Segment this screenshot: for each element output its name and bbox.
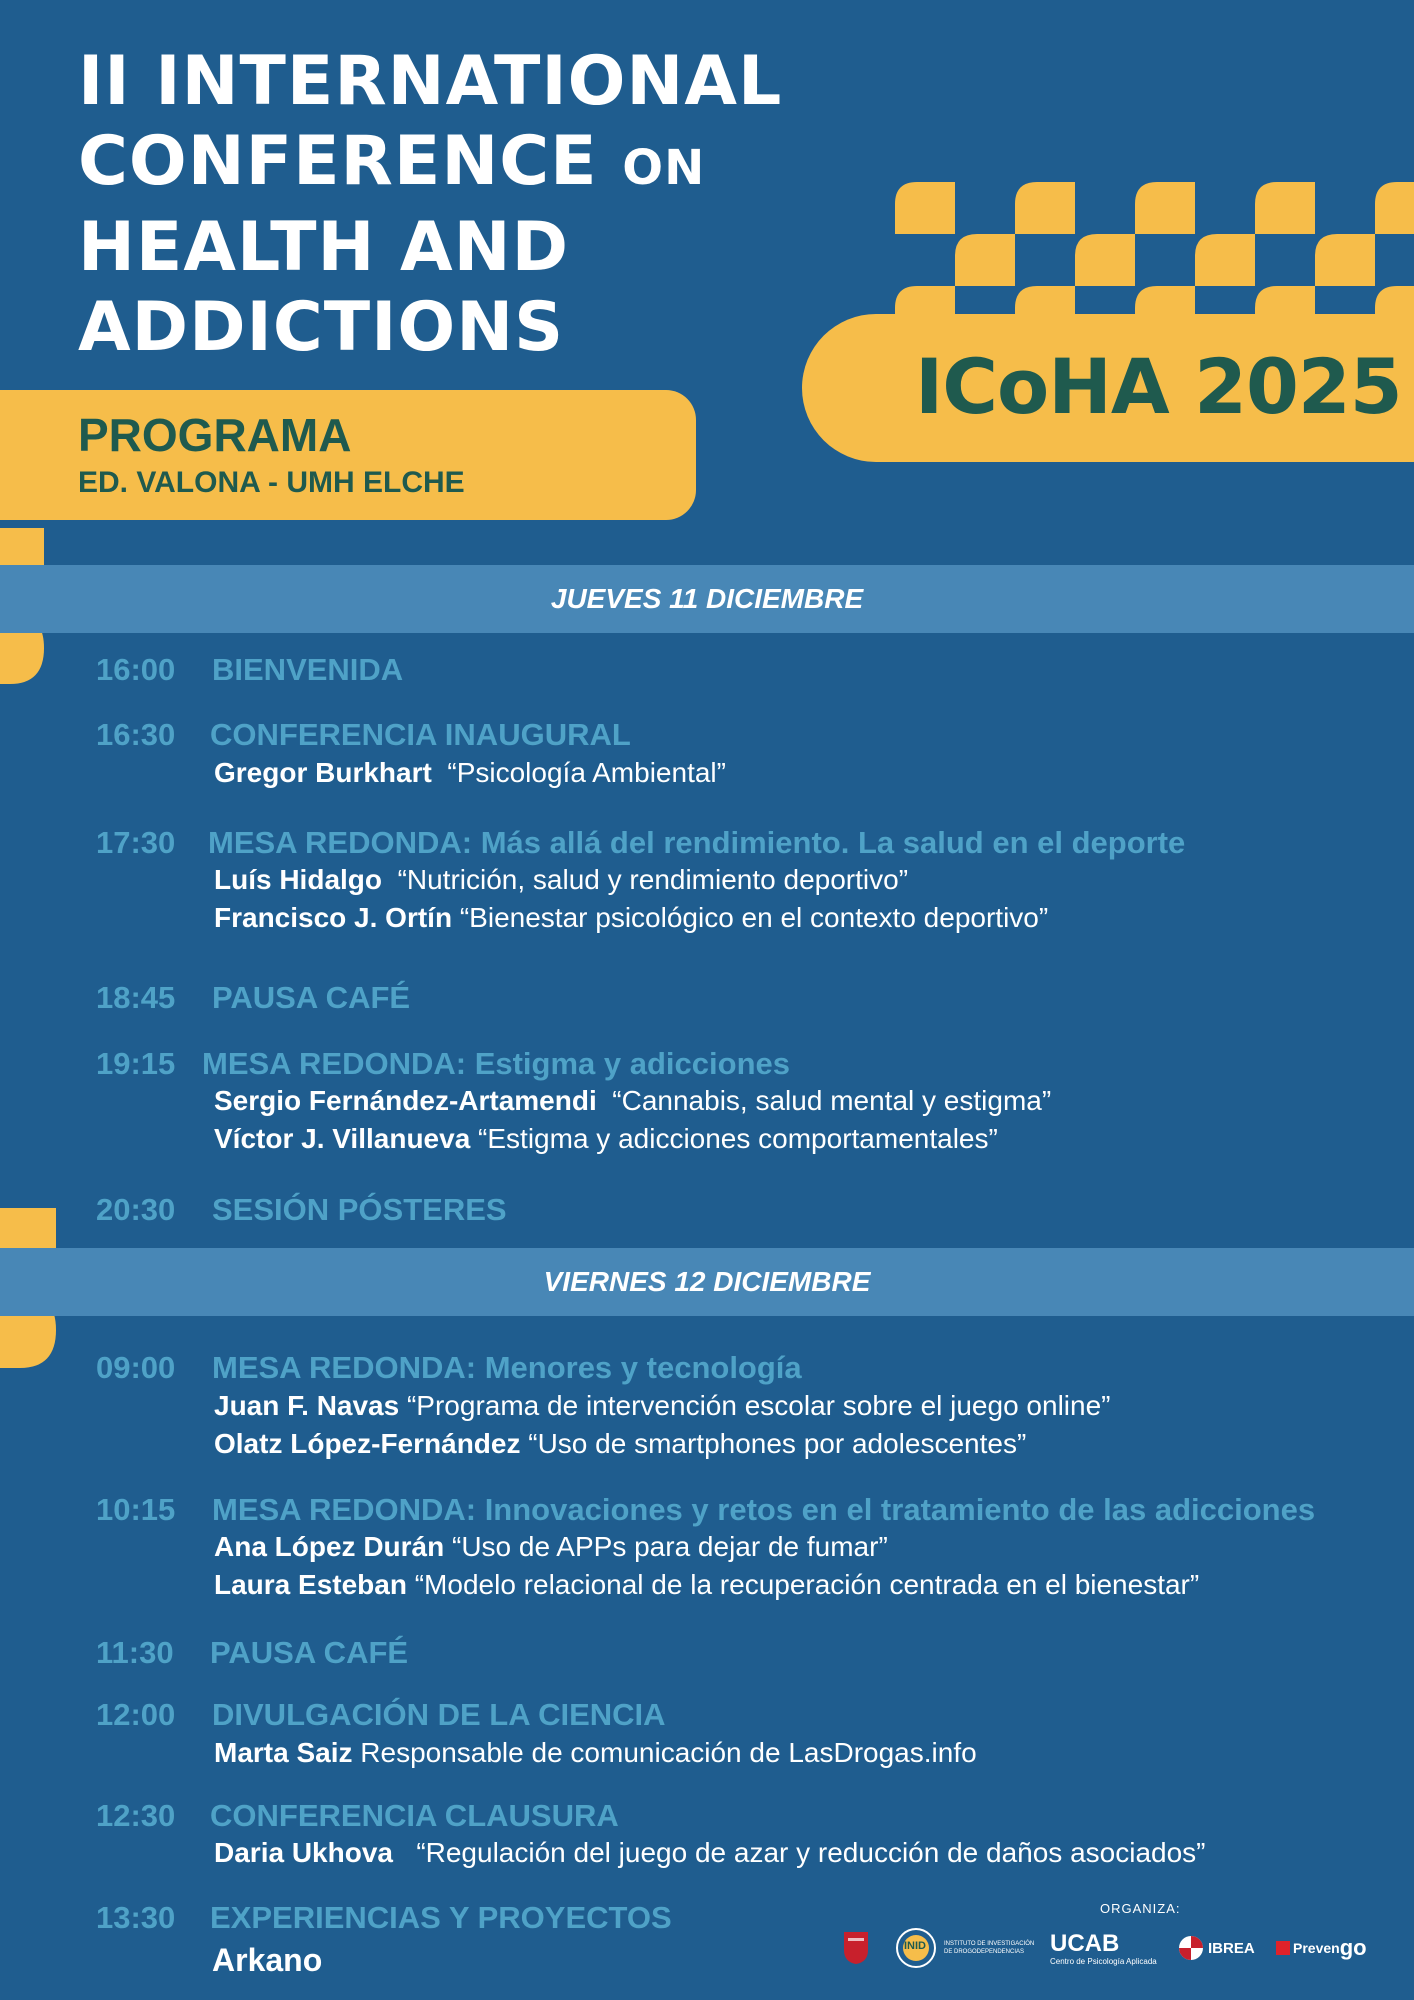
session-title: SESIÓN PÓSTERES bbox=[212, 1192, 507, 1227]
speaker-line bbox=[214, 902, 1048, 934]
organizers-label: ORGANIZA: bbox=[1100, 1901, 1181, 1916]
session-title: MESA REDONDA: Innovaciones y retos en el tratamiento de las adicciones bbox=[212, 1492, 1316, 1527]
talk-title: Responsable de comunicación de LasDrogas.info bbox=[360, 1737, 977, 1768]
title-conference: CONFERENCE bbox=[78, 122, 598, 201]
speaker-name: Ana López Durán bbox=[214, 1531, 445, 1562]
talk-title: “Programa de intervención escolar sobre el juego online” bbox=[406, 1390, 1111, 1421]
session-time: 12:30 bbox=[96, 1798, 176, 1833]
speaker-name: Víctor J. Villanueva bbox=[214, 1123, 471, 1154]
ibrea-logo-icon bbox=[1178, 1926, 1255, 1970]
session-title: EXPERIENCIAS Y PROYECTOS bbox=[210, 1900, 672, 1935]
session-time: 09:00 bbox=[96, 1350, 176, 1385]
inid-caption: INSTITUTO DE INVESTIGACIÓN DE DROGODEPENDENCIAS bbox=[944, 1941, 1035, 1955]
conference-title bbox=[78, 42, 782, 368]
title-line-2 bbox=[78, 122, 782, 208]
talk-title: “Nutrición, salud y rendimiento deportivo” bbox=[397, 864, 909, 895]
talk-title: “Modelo relacional de la recuperación centrada en el bienestar” bbox=[414, 1569, 1200, 1600]
talk-title: “Psicología Ambiental” bbox=[447, 757, 726, 788]
speaker-line bbox=[214, 1123, 998, 1155]
speaker-name: Olatz López-Fernández bbox=[214, 1428, 521, 1459]
speaker-name: Gregor Burkhart bbox=[214, 757, 432, 788]
title-line-4: ADDICTIONS bbox=[78, 288, 565, 367]
session-time: 12:00 bbox=[96, 1697, 176, 1732]
umh-shield-icon bbox=[842, 1926, 870, 1970]
prevengo-name-b: go bbox=[1339, 1935, 1367, 1960]
session-time: 16:00 bbox=[96, 652, 176, 687]
session-title: MESA REDONDA: Estigma y adicciones bbox=[202, 1046, 790, 1081]
session-title: PAUSA CAFÉ bbox=[210, 1635, 409, 1670]
project-name: Arkano bbox=[212, 1942, 323, 1978]
session-title: PAUSA CAFÉ bbox=[212, 980, 411, 1015]
session-time: 13:30 bbox=[96, 1900, 176, 1935]
session-title: DIVULGACIÓN DE LA CIENCIA bbox=[212, 1697, 666, 1732]
speaker-line bbox=[214, 1531, 888, 1563]
session-title: MESA REDONDA: Menores y tecnología bbox=[212, 1350, 802, 1385]
speaker-name: Daria Ukhova bbox=[214, 1837, 393, 1868]
ibrea-name: IBREA bbox=[1208, 1939, 1255, 1957]
speaker-name: Laura Esteban bbox=[214, 1569, 407, 1600]
talk-title: “Uso de APPs para dejar de fumar” bbox=[452, 1531, 888, 1562]
session-time: 17:30 bbox=[96, 825, 176, 860]
session-time: 19:15 bbox=[96, 1046, 176, 1081]
session-title: CONFERENCIA INAUGURAL bbox=[210, 717, 631, 752]
inid-logo-icon bbox=[894, 1926, 1040, 1970]
talk-title: “Uso de smartphones por adolescentes” bbox=[528, 1428, 1027, 1459]
session-time: 20:30 bbox=[96, 1192, 176, 1227]
ucab-caption: Centro de Psicología Aplicada bbox=[1050, 1956, 1157, 1966]
session-time: 18:45 bbox=[96, 980, 176, 1015]
session-time: 10:15 bbox=[96, 1492, 176, 1527]
talk-title: “Regulación del juego de azar y reducción de daños asociados” bbox=[416, 1837, 1206, 1868]
title-on: ON bbox=[622, 140, 706, 196]
conference-acronym: ICoHA 2025 bbox=[915, 342, 1402, 431]
day-label: VIERNES 12 DICIEMBRE bbox=[543, 1266, 871, 1297]
speaker-name: Marta Saiz bbox=[214, 1737, 353, 1768]
ucab-name: UCAB bbox=[1050, 1929, 1120, 1957]
talk-title: “Bienestar psicológico en el contexto deportivo” bbox=[459, 902, 1049, 933]
speaker-line bbox=[214, 1428, 1026, 1460]
venue-label: ED. VALONA - UMH ELCHE bbox=[78, 466, 465, 499]
speaker-line bbox=[214, 1390, 1110, 1422]
prevengo-name-a: Preven bbox=[1293, 1940, 1340, 1956]
inid-name: INID bbox=[904, 1940, 926, 1952]
day-label: JUEVES 11 DICIEMBRE bbox=[550, 583, 864, 614]
speaker-name: Francisco J. Ortín bbox=[214, 902, 453, 933]
session-title: BIENVENIDA bbox=[212, 652, 404, 687]
speaker-line bbox=[214, 864, 908, 896]
speaker-line bbox=[214, 1569, 1199, 1601]
speaker-name: Sergio Fernández-Artamendi bbox=[214, 1085, 597, 1116]
speaker-line bbox=[214, 1085, 1051, 1117]
talk-title: “Cannabis, salud mental y estigma” bbox=[612, 1085, 1052, 1116]
speaker-line bbox=[214, 1737, 977, 1769]
prevengo-logo-icon bbox=[1276, 1926, 1367, 1970]
speaker-name: Luís Hidalgo bbox=[214, 864, 382, 895]
speaker-line bbox=[214, 757, 726, 789]
session-title: CONFERENCIA CLAUSURA bbox=[210, 1798, 619, 1833]
talk-title: “Estigma y adicciones comportamentales” bbox=[478, 1123, 998, 1154]
ucab-logo-icon bbox=[1050, 1926, 1157, 1970]
session-time: 11:30 bbox=[96, 1635, 174, 1670]
day-band-thursday bbox=[0, 565, 1414, 633]
speaker-line bbox=[214, 1837, 1205, 1869]
day-band-friday bbox=[0, 1248, 1414, 1316]
title-line-3: HEALTH AND bbox=[78, 208, 570, 287]
prevengo-square-icon bbox=[1276, 1941, 1290, 1955]
session-title: MESA REDONDA: Más allá del rendimiento. La salud en el deporte bbox=[208, 825, 1186, 860]
session-time: 16:30 bbox=[96, 717, 176, 752]
speaker-name: Juan F. Navas bbox=[214, 1390, 400, 1421]
program-label: PROGRAMA bbox=[78, 409, 352, 461]
title-line-1: II INTERNATIONAL bbox=[78, 42, 783, 121]
